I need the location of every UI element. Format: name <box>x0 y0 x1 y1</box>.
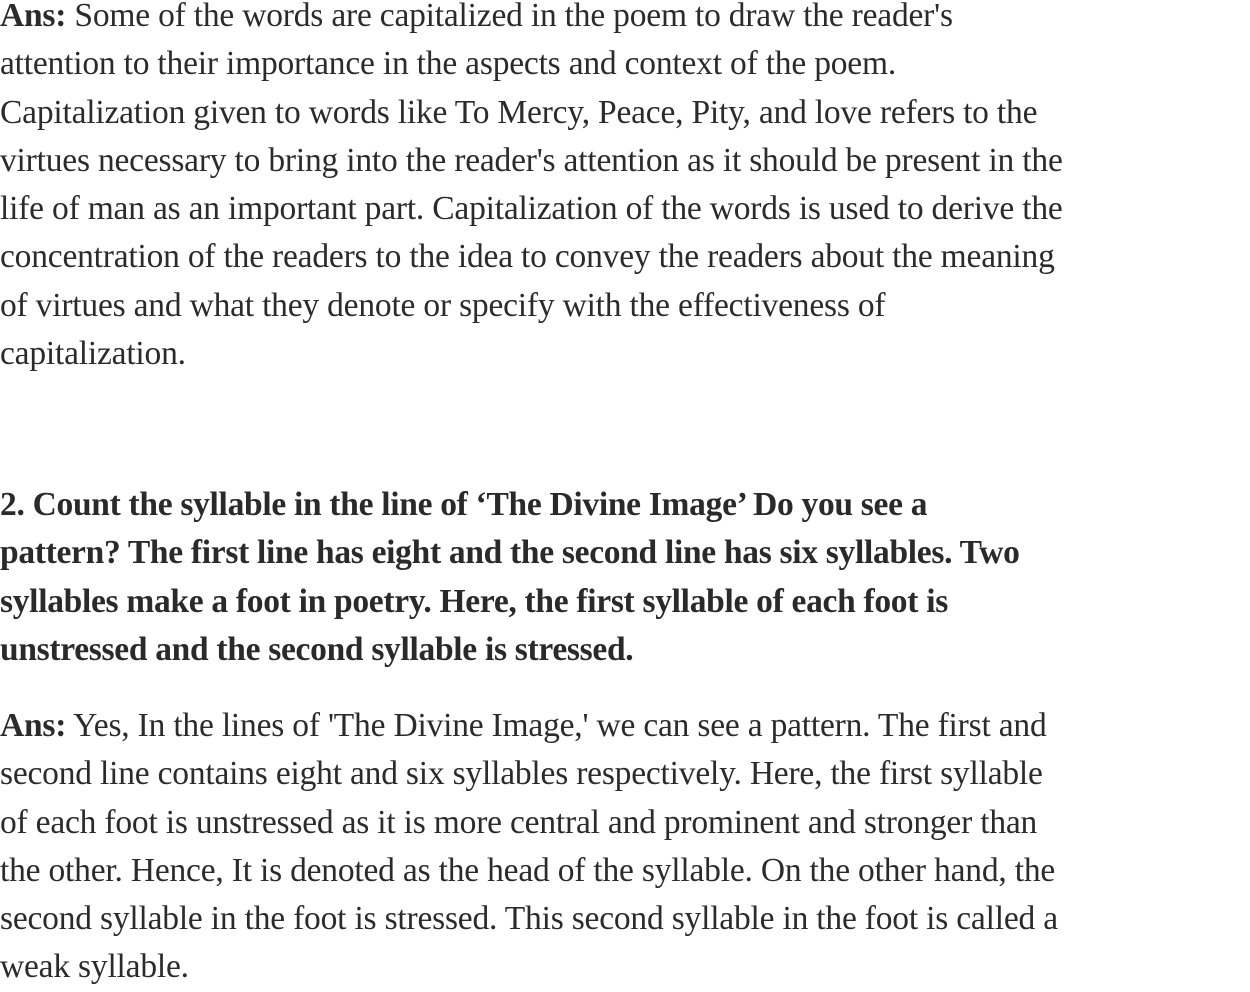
answer-2-line: second line contains eight and six syllables respectively. Here, the first syllable <box>0 755 1043 793</box>
answer-2-line: weak syllable. <box>0 948 189 986</box>
answer-1-line: virtues necessary to bring into the reader's attention as it should be present in the <box>0 141 1063 179</box>
answer-1-line: life of man as an important part. Capitalization of the words is used to derive the <box>0 190 1063 228</box>
answer-1-line: attention to their importance in the aspects and context of the poem. <box>0 45 896 83</box>
answer-1-line: Capitalization given to words like To Mercy, Peace, Pity, and love refers to the <box>0 93 1038 131</box>
question-2-line: syllables make a foot in poetry. Here, the first syllable of each foot is <box>0 582 948 620</box>
question-2-line: unstressed and the second syllable is stressed. <box>0 630 634 668</box>
answer-1-line: of virtues and what they denote or specify with the effectiveness of <box>0 286 886 324</box>
answer-2-line: second syllable in the foot is stressed. This second syllable in the foot is called a <box>0 900 1058 938</box>
question-2-line: 2. Count the syllable in the line of ‘The Divine Image’ Do you see a <box>0 486 928 523</box>
answer-1-line: Ans: Some of the words are capitalized in the poem to draw the reader's <box>0 0 1250 40</box>
answer-2-line: of each foot is unstressed as it is more central and prominent and stronger than <box>0 803 1038 841</box>
answer-label: Ans: <box>0 0 67 34</box>
answer-2-line: Ans: Yes, In the lines of 'The Divine Image,' we can see a pattern. The first and <box>0 707 1047 744</box>
answer-1-line: capitalization. <box>0 335 186 373</box>
answer-label: Ans: <box>0 707 67 744</box>
question-2-heading <box>0 481 1250 674</box>
answer-2-line: the other. Hence, It is denoted as the head of the syllable. On the other hand, the <box>0 851 1056 889</box>
answer-1-line: concentration of the readers to the idea to convey the readers about the meaning <box>0 238 1055 276</box>
answer-1-paragraph <box>0 0 1250 378</box>
answer-2-paragraph <box>0 702 1250 992</box>
question-2-line: pattern? The first line has eight and the second line has six syllables. Two <box>0 534 1020 572</box>
